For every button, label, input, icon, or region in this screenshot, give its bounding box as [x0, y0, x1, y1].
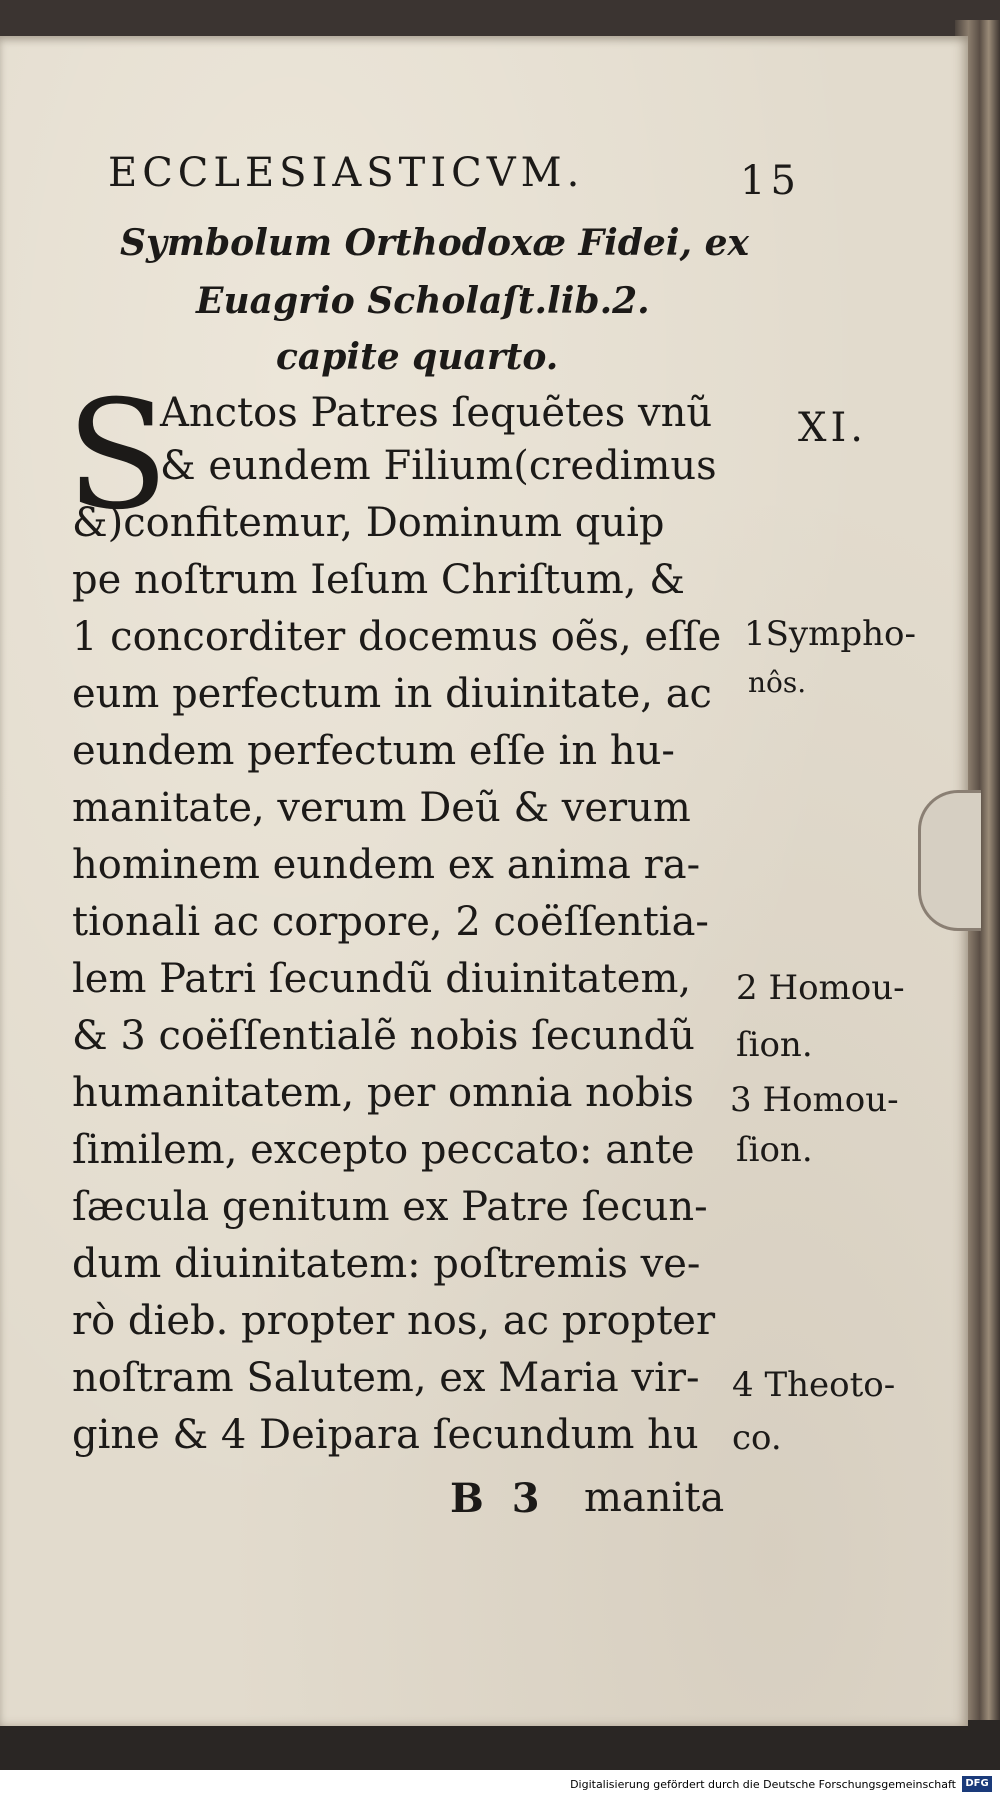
drop-cap: S — [66, 369, 169, 543]
title-line-1: Symbolum Orthodoxæ Fidei, ex — [120, 222, 749, 264]
body-line: hominem eundem ex anima ra- — [72, 842, 701, 888]
margin-note: 4 Theoto- — [732, 1365, 896, 1405]
body-line: ſæcula genitum ex Patre ſecun- — [72, 1184, 708, 1230]
catchword: manita — [584, 1475, 725, 1521]
margin-note: 2 Homou- — [736, 968, 905, 1008]
body-line: rò dieb. propter nos, ac propter — [72, 1298, 716, 1344]
body-line: dum diuinitatem: poſtremis ve- — [72, 1241, 701, 1287]
margin-note: ſion. — [736, 1025, 813, 1065]
body-line: Anctos Patres ſequẽtes vnũ — [160, 390, 713, 436]
body-line: tionali ac corpore, 2 coëſſentia- — [72, 899, 709, 945]
margin-note: 3 Homou- — [730, 1080, 899, 1120]
margin-note: co. — [732, 1418, 782, 1458]
body-line: 1 concorditer docemus oẽs, eſſe — [72, 614, 722, 660]
running-head: ECCLESIASTICVM. — [108, 150, 585, 196]
margin-note-chapter: XI. — [798, 405, 867, 451]
book-top-shadow — [0, 0, 1000, 40]
body-line: noſtram Salutem, ex Maria vir- — [72, 1355, 700, 1401]
margin-note: nôs. — [748, 666, 807, 699]
body-line: gine & 4 Deipara ſecundum hu — [72, 1412, 699, 1458]
body-line: eundem perfectum eſſe in hu- — [72, 728, 675, 774]
title-line-3: capite quarto. — [276, 336, 559, 378]
body-line: pe noſtrum Ieſum Chriſtum, & — [72, 557, 685, 603]
body-line: & eundem Filium(credimus — [160, 443, 717, 489]
footer-credit: Digitalisierung gefördert durch die Deutsche Forschungsgemeinschaft — [570, 1778, 956, 1791]
margin-note: 1Sympho- — [744, 614, 916, 654]
body-line: lem Patri ſecundũ diuinitatem, — [72, 956, 692, 1002]
margin-note: ſion. — [736, 1130, 813, 1170]
page-number: 15 — [740, 158, 801, 204]
body-line: eum perfectum in diuinitate, ac — [72, 671, 712, 717]
body-line: &)confitemur, Dominum quip — [72, 500, 665, 546]
body-line: manitate, verum Deũ & verum — [72, 785, 691, 831]
signature-mark: B 3 — [450, 1475, 540, 1522]
body-line: ſimilem, excepto peccato: ante — [72, 1127, 695, 1173]
title-line-2: Euagrio Scholaſt.lib.2. — [196, 280, 650, 322]
dfg-logo: DFG — [962, 1776, 992, 1792]
body-line: humanitatem, per omnia nobis — [72, 1070, 694, 1116]
page-tab-marker — [918, 790, 981, 931]
body-line: & 3 coëſſentialẽ nobis ſecundũ — [72, 1013, 695, 1059]
